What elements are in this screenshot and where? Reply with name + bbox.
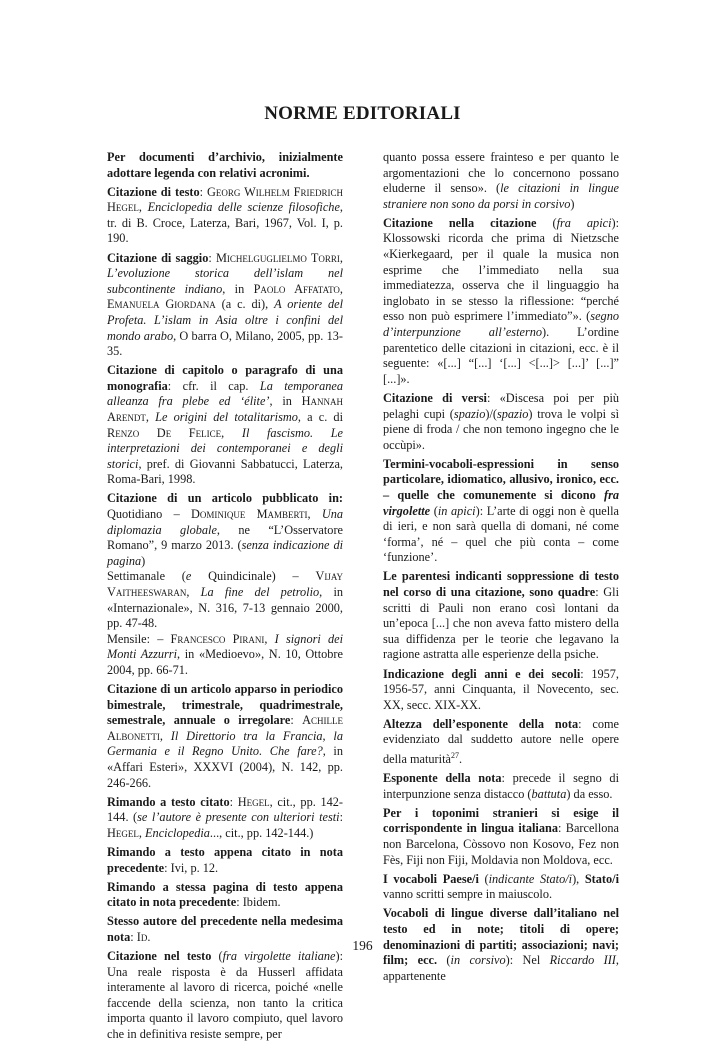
entry-heading: Rimando a testo appena citato in nota precedente (107, 845, 343, 875)
entry-chapter-citation: Citazione di capitolo o paragrafo di una monografia: cfr. il cap. La temporanea alleanza fra plebe ed ‘élite’, in Hannah Arendt, Le origini del totalitarismo, a c. di Renzo De Felice, Il fascismo. Le interpretazioni dei contemporanei e degli storici, pref. di Giovanni Sabbatucci, Laterza, Roma-Bari, 1998. (107, 363, 343, 487)
author-name: Paolo Affatato, Emanuela Giordana (107, 281, 343, 312)
entry-heading: Citazione di testo (107, 184, 200, 199)
note-italic: segno d’interpunzione all’esterno (383, 309, 619, 340)
right-column (383, 150, 619, 988)
entry-essay-citation: Citazione di saggio: Michelguglielmo Torri, L’evoluzione storica dell’islam nel subcontinente indiano, in Paolo Affatato, Emanuela Giordana (a c. di), A oriente del Profeta. L’islam in Asia oltre i confini del mondo arabo, O barra O, Milano, 2005, pp. 13-35. (107, 250, 343, 359)
work-title: Il fascismo. Le interpretazioni dei contemporanei e degli storici (107, 425, 343, 471)
work-title: Le origini del totalitarismo (155, 410, 298, 424)
entry-years-centuries: Indicazione degli anni e dei secoli: 1957, 1956-57, anni Cinquanta, il Novecento, sec. XX, secc. XIX-XX. (383, 666, 619, 712)
note-italic: se l’autore è presente con ulteriori testi (137, 810, 340, 825)
entry-heading: Esponente della nota (383, 771, 502, 786)
entry-foreign-toponyms: Per i toponimi stranieri si esige il corrispondente in lingua italiana: Barcellona non Barcelona, Còssovo non Kosovo, Fez non Fès, Fiji non Fiji, Moldavia non Moldova, ecc. (383, 805, 620, 867)
footnote-marker: 27 (450, 750, 459, 760)
entry-heading: Citazione di un articolo pubblicato in: (107, 491, 343, 506)
entry-heading: Rimando a stessa pagina di testo appena citato in nota precedente (107, 879, 343, 910)
entry-heading: Citazione di un articolo apparso in periodico bimestrale, trimestrale, quadrimestrale, semestrale, annuale o irregolare (107, 682, 343, 728)
entry-periodical-citation: Citazione di un articolo apparso in periodico bimestrale, trimestrale, quadrimestrale, semestrale, annuale o irregolare: Achille Albonetti, Il Direttorio tra la Francia, la Germania e il Regno Unito. Che fare?, in «Affari Esteri», XXXVI (2004), N. 142, pp. 246-266. (107, 682, 343, 790)
entry-note-exponent-height: Altezza dell’esponente della nota: come evidenziato dal suddetto autore nelle opere della maturità$^{27}$. (383, 716, 619, 767)
entry-heading: Citazione di versi (383, 390, 487, 405)
work-title: Enciclopedia delle scienze filosofiche (147, 200, 340, 215)
entry-heading: Vocaboli di lingue diverse dall’italiano nel testo ed in note; titoli di opere; denominazioni di partiti; associazioni; navi; film; ecc. (383, 906, 619, 968)
entry-archival-documents (107, 150, 343, 181)
entry-heading: Citazione di saggio (107, 250, 209, 265)
entry-square-brackets: Le parentesi indicanti soppressione di testo nel corso di una citazione, sono quadre: Gli scritti di Pauli non erano così lontani da un’epoca [...] che non aveva fatto mistero della sua diffidenza per le teorie che legavano la ragione astratta alle esperienze della psiche. (383, 569, 619, 662)
entry-ibidem: Rimando a stessa pagina di testo appena citato in nota precedente: Ibidem. (107, 879, 343, 910)
entry-heading: Altezza dell’esponente della nota (383, 716, 579, 731)
author-name: Achille Albonetti (107, 713, 343, 743)
work-title: Il Direttorio tra la Francia, la Germania e il Regno Unito. Che fare? (107, 728, 343, 759)
entry-daily-article-citation: Citazione di un articolo pubblicato in: Quotidiano – Dominique Mamberti, Una diplomazia globale, ne “L’Osservatore Romano”, 9 marzo 2013. (senza indicazione di pagina) Settimanale (e Quindicinale) – Vijay Vaitheeswaran, La fine del petrolio, in «Internazionale», N. 316, 7-13 gennaio 2000, pp. 47-48. Mensile: – Francesco Pirani, I signori dei Monti Azzurri, in «Medioevo», N. 10, Ottobre 2004, pp. 66-71. (107, 491, 344, 677)
entry-verse-citation: Citazione di versi: «Discesa poi per più pelaghi cupi (spazio)/(spazio) trova le volpi sì piene di froda / che non temono ingegno che le occùpi». (383, 390, 620, 452)
entry-heading: Citazione nella citazione (383, 215, 537, 230)
work-title: Una diplomazia globale (107, 507, 343, 537)
note-italic: fra virgolette italiane (222, 949, 336, 964)
work-title: A oriente del Profeta. L’islam in Asia oltre i confini del mondo arabo (107, 297, 343, 343)
entry-country-state: I vocaboli Paese/i (indicante Stato/i), Stato/i vanno scritti sempre in maiuscolo. (383, 871, 619, 902)
author-name: Renzo De Felice (107, 425, 222, 440)
entry-heading: Termini-vocaboli-espressioni in senso particolare, idiomatico, allusivo, ironico, ecc. – quelle che comunemente si dicono (383, 456, 619, 502)
work-title: La temporanea alleanza fra plebe ed ‘élite’ (107, 378, 343, 409)
entry-special-terms: Termini-vocaboli-espressioni in senso particolare, idiomatico, allusivo, ironico, ecc. – quelle che comunemente si dicono fra virgolette (in apici): L’arte di oggi non è quella di ieri, e non sarà quella di domani, né come ‘forma’, né – quel che più conta – come ‘funzione’. (383, 456, 619, 565)
entry-ivi: Rimando a testo appena citato in nota precedente: Ivi, p. 12. (107, 845, 343, 875)
entry-same-author: Stesso autore del precedente nella medesima nota: Id. (107, 914, 343, 944)
entry-heading: Le parentesi indicanti soppressione di testo nel corso di una citazione, sono quadre (383, 569, 619, 600)
note-italic: fra apici (556, 215, 612, 230)
author-name: Hannah Arendt (107, 394, 343, 424)
entry-foreign-words: Vocaboli di lingue diverse dall’italiano nel testo ed in note; titoli di opere; denominazioni di partiti; associazioni; navi; film; ecc. (in corsivo): Nel Riccardo III, appartenente (383, 906, 619, 983)
note-italic: le citazioni in lingue straniere non sono da porsi in corsivo (383, 181, 619, 211)
left-column (107, 150, 343, 1046)
entry-nested-citation: Citazione nella citazione (fra apici): Klossowski ricorda che prima di Nietzsche «Kierkegaard, per il quale la musica non esprime che l’immediato nella sua immediatezza, osserva che il linguaggio ha inglobato in se stesso la riflessione: “perché esso non può esprimere l’immediato”». (segno d’interpunzione all’esterno). L’ordine parentetico delle citazioni in citazioni, ecc. è il seguente: «[...] “[...] ‘[...] <[...]> [...]’ [...]” [...]». (383, 215, 619, 386)
entry-cited-text-reference: Rimando a testo citato: Hegel, cit., pp. 142-144. (se l’autore è presente con ulteriori testi: Hegel, Enciclopedia..., cit., pp. 142-144.) (107, 794, 343, 840)
entry-heading: Citazione nel testo (107, 949, 212, 964)
entry-heading: Citazione di capitolo o paragrafo di una monografia (107, 363, 343, 393)
author-name: Dominique Mamberti (190, 507, 308, 522)
entry-heading: Per documenti d’archivio, inizialmente adottare legenda con relativi acronimi. (107, 150, 343, 180)
entry-heading: Indicazione degli anni e dei secoli (383, 666, 581, 681)
entry-heading: I vocaboli Paese/i (383, 871, 479, 886)
entry-in-text-citation: Citazione nel testo (fra virgolette italiane): Una reale risposta è da Husserl affidata interamente al lavoro di ricerca, poiché «nelle faccende della scienza, non tanto la critica importa quanto il lavoro compiuto, quel lavoro che in definitiva resiste sempre, per (107, 949, 344, 1042)
entry-heading: Per i toponimi stranieri si esige il corrispondente in lingua italiana (383, 805, 619, 836)
author-name: Hegel (237, 794, 270, 809)
author-name: Francesco Pirani (170, 631, 265, 646)
entry-heading: Stesso autore del precedente nella medesima nota (107, 914, 343, 944)
page-number: 196 (352, 938, 373, 953)
author-name: Vijay Vaitheeswaran (107, 569, 343, 600)
entry-note-exponent: Esponente della nota: precede il segno di interpunzione senza distacco (battuta) da esso. (383, 771, 619, 801)
author-name: Georg Wilhelm Friedrich Hegel (107, 184, 343, 215)
entry-text-citation: Citazione di testo: Georg Wilhelm Friedrich Hegel, Enciclopedia delle scienze filosofiche, tr. di B. Croce, Laterza, Bari, 1967, Vol. I, p. 190. (107, 184, 343, 246)
work-title: La fine del petrolio (200, 585, 320, 600)
entry-heading: Rimando a testo citato (107, 794, 230, 809)
work-title: Enciclopedia (145, 825, 210, 840)
work-title: I signori dei Monti Azzurri (107, 631, 343, 662)
author-name: Hegel (107, 825, 139, 840)
work-title: L’evoluzione storica dell’islam nel subcontinente indiano (107, 266, 343, 296)
note-italic: senza indicazione di pagina (107, 538, 344, 568)
author-name: Michelguglielmo Torri (215, 250, 340, 265)
entry-in-text-citation-continued: quanto possa essere frainteso e per quanto le argomentazioni che lo concernono possano eluderne il senso». (le citazioni in lingue straniere non sono da porsi in corsivo) (383, 150, 619, 211)
page-title: NORME EDITORIALI (264, 103, 461, 124)
